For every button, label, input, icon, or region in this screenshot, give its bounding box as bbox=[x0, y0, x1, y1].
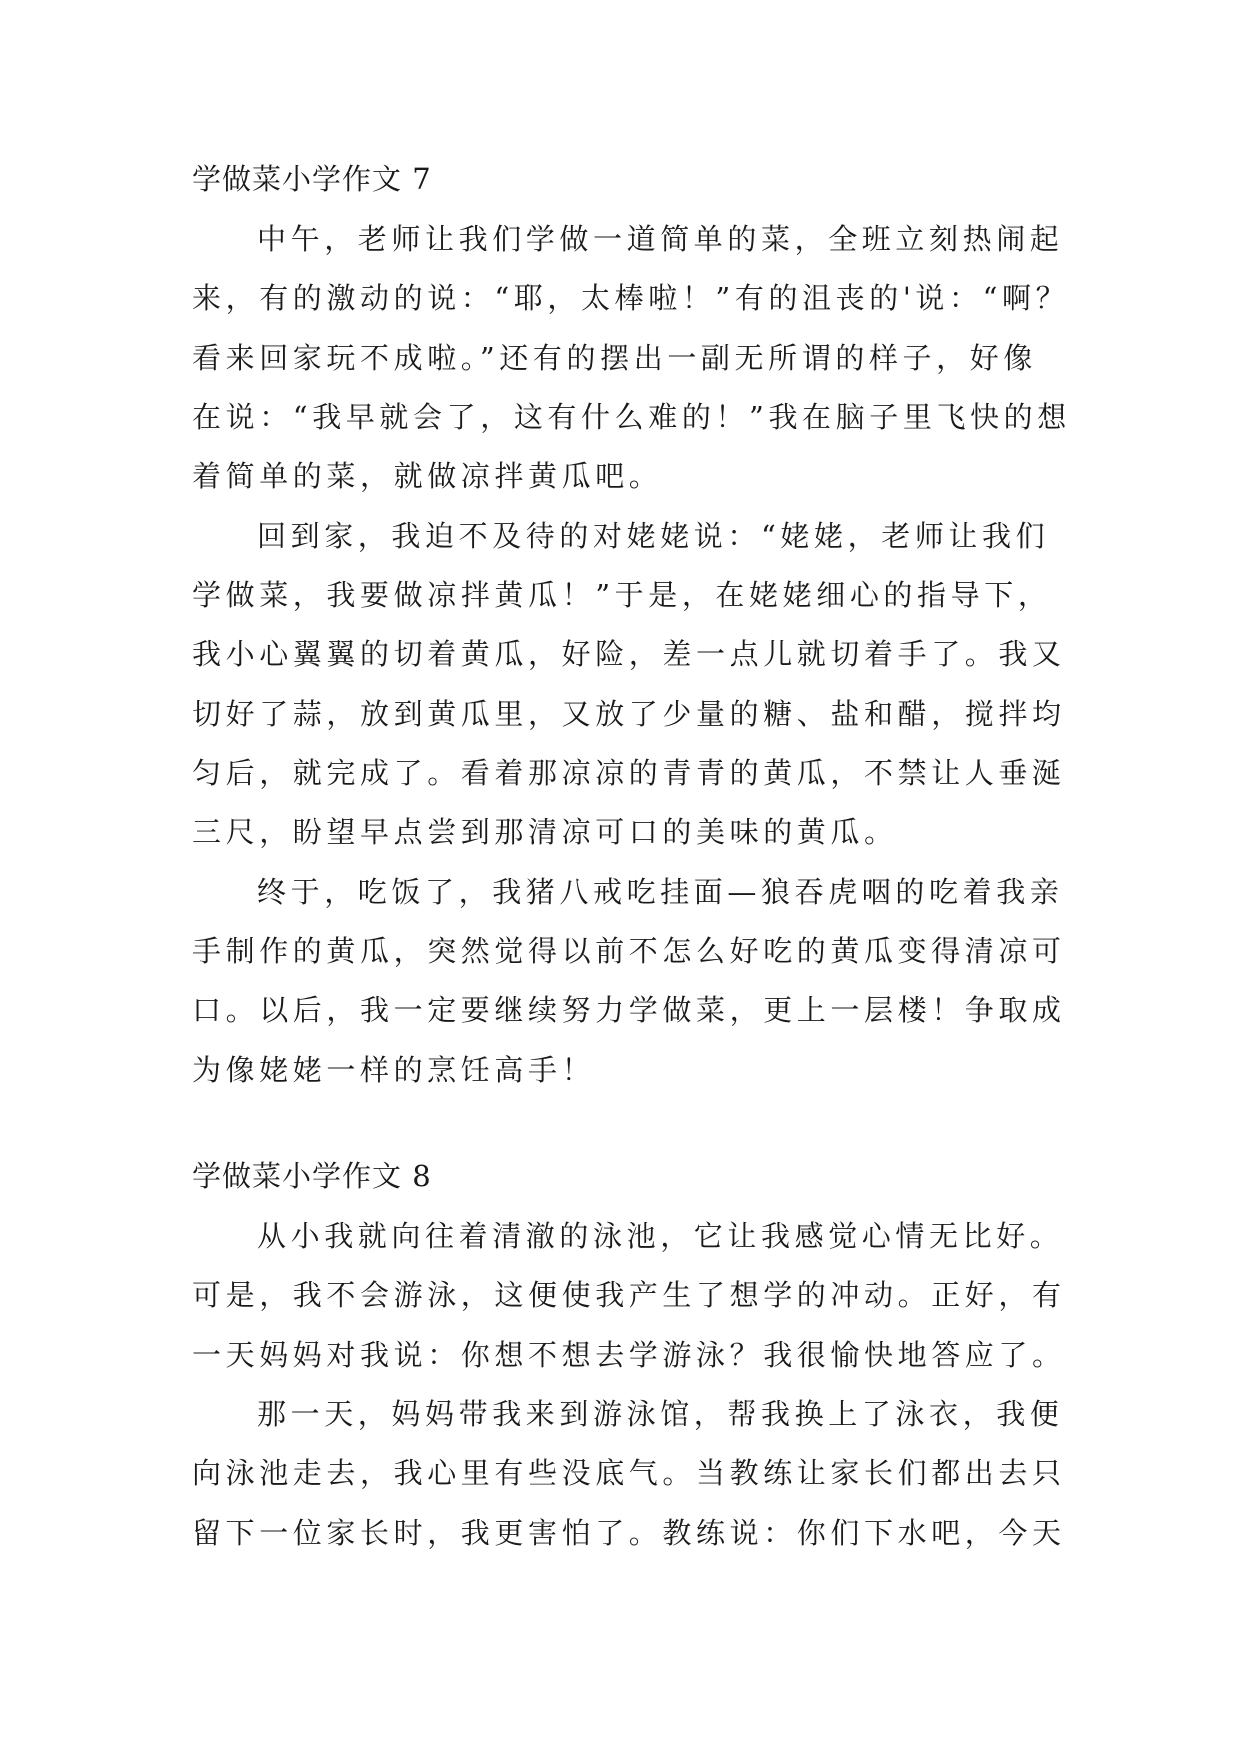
text-line: 留下一位家长时，我更害怕了。教练说：你们下水吧，今天 bbox=[192, 1516, 1066, 1550]
text-line: 看来回家玩不成啦。”还有的摆出一副无所谓的样子，好像 bbox=[192, 341, 1037, 375]
text-line: 一天妈妈对我说：你想不想去学游泳？我很愉快地答应了。 bbox=[192, 1338, 1066, 1372]
essay-7-title: 学做菜小学作文 7 bbox=[192, 162, 432, 196]
text-line: 回到家，我迫不及待的对姥姥说：“姥姥，老师让我们 bbox=[257, 519, 1050, 553]
essay-8-title: 学做菜小学作文 8 bbox=[192, 1159, 432, 1193]
text-line: 为像姥姥一样的烹饪高手！ bbox=[192, 1053, 596, 1087]
text-line: 终于，吃饭了，我猪八戒吃挂面—狼吞虎咽的吃着我亲 bbox=[257, 875, 1064, 909]
text-line: 手制作的黄瓜，突然觉得以前不怎么好吃的黄瓜变得清凉可 bbox=[192, 934, 1066, 968]
text-line: 三尺，盼望早点尝到那清凉可口的美味的黄瓜。 bbox=[192, 815, 898, 849]
text-line: 从小我就向往着清澈的泳池，它让我感觉心情无比好。 bbox=[257, 1219, 1064, 1253]
text-line: 来，有的激动的说：“耶，太棒啦！”有的沮丧的'说：“啊？ bbox=[192, 281, 1070, 315]
text-line: 学做菜，我要做凉拌黄瓜！”于是，在姥姥细心的指导下， bbox=[192, 578, 1052, 612]
text-line: 在说：“我早就会了，这有什么难的！”我在脑子里飞快的想 bbox=[192, 400, 1071, 434]
text-line: 我小心翼翼的切着黄瓜，好险，差一点儿就切着手了。我又 bbox=[192, 637, 1066, 671]
text-line: 匀后，就完成了。看着那凉凉的青青的黄瓜，不禁让人垂涎 bbox=[192, 756, 1066, 790]
text-line: 着简单的菜，就做凉拌黄瓜吧。 bbox=[192, 459, 663, 493]
text-line: 切好了蒜，放到黄瓜里，又放了少量的糖、盐和醋，搅拌均 bbox=[192, 697, 1066, 731]
text-line: 口。以后，我一定要继续努力学做菜，更上一层楼！争取成 bbox=[192, 993, 1066, 1027]
text-line: 中午，老师让我们学做一道简单的菜，全班立刻热闹起 bbox=[257, 222, 1064, 256]
text-line: 那一天，妈妈带我来到游泳馆，帮我换上了泳衣，我便 bbox=[257, 1397, 1064, 1431]
text-line: 可是，我不会游泳，这便使我产生了想学的冲动。正好，有 bbox=[192, 1278, 1066, 1312]
text-line: 向泳池走去，我心里有些没底气。当教练让家长们都出去只 bbox=[192, 1456, 1066, 1490]
